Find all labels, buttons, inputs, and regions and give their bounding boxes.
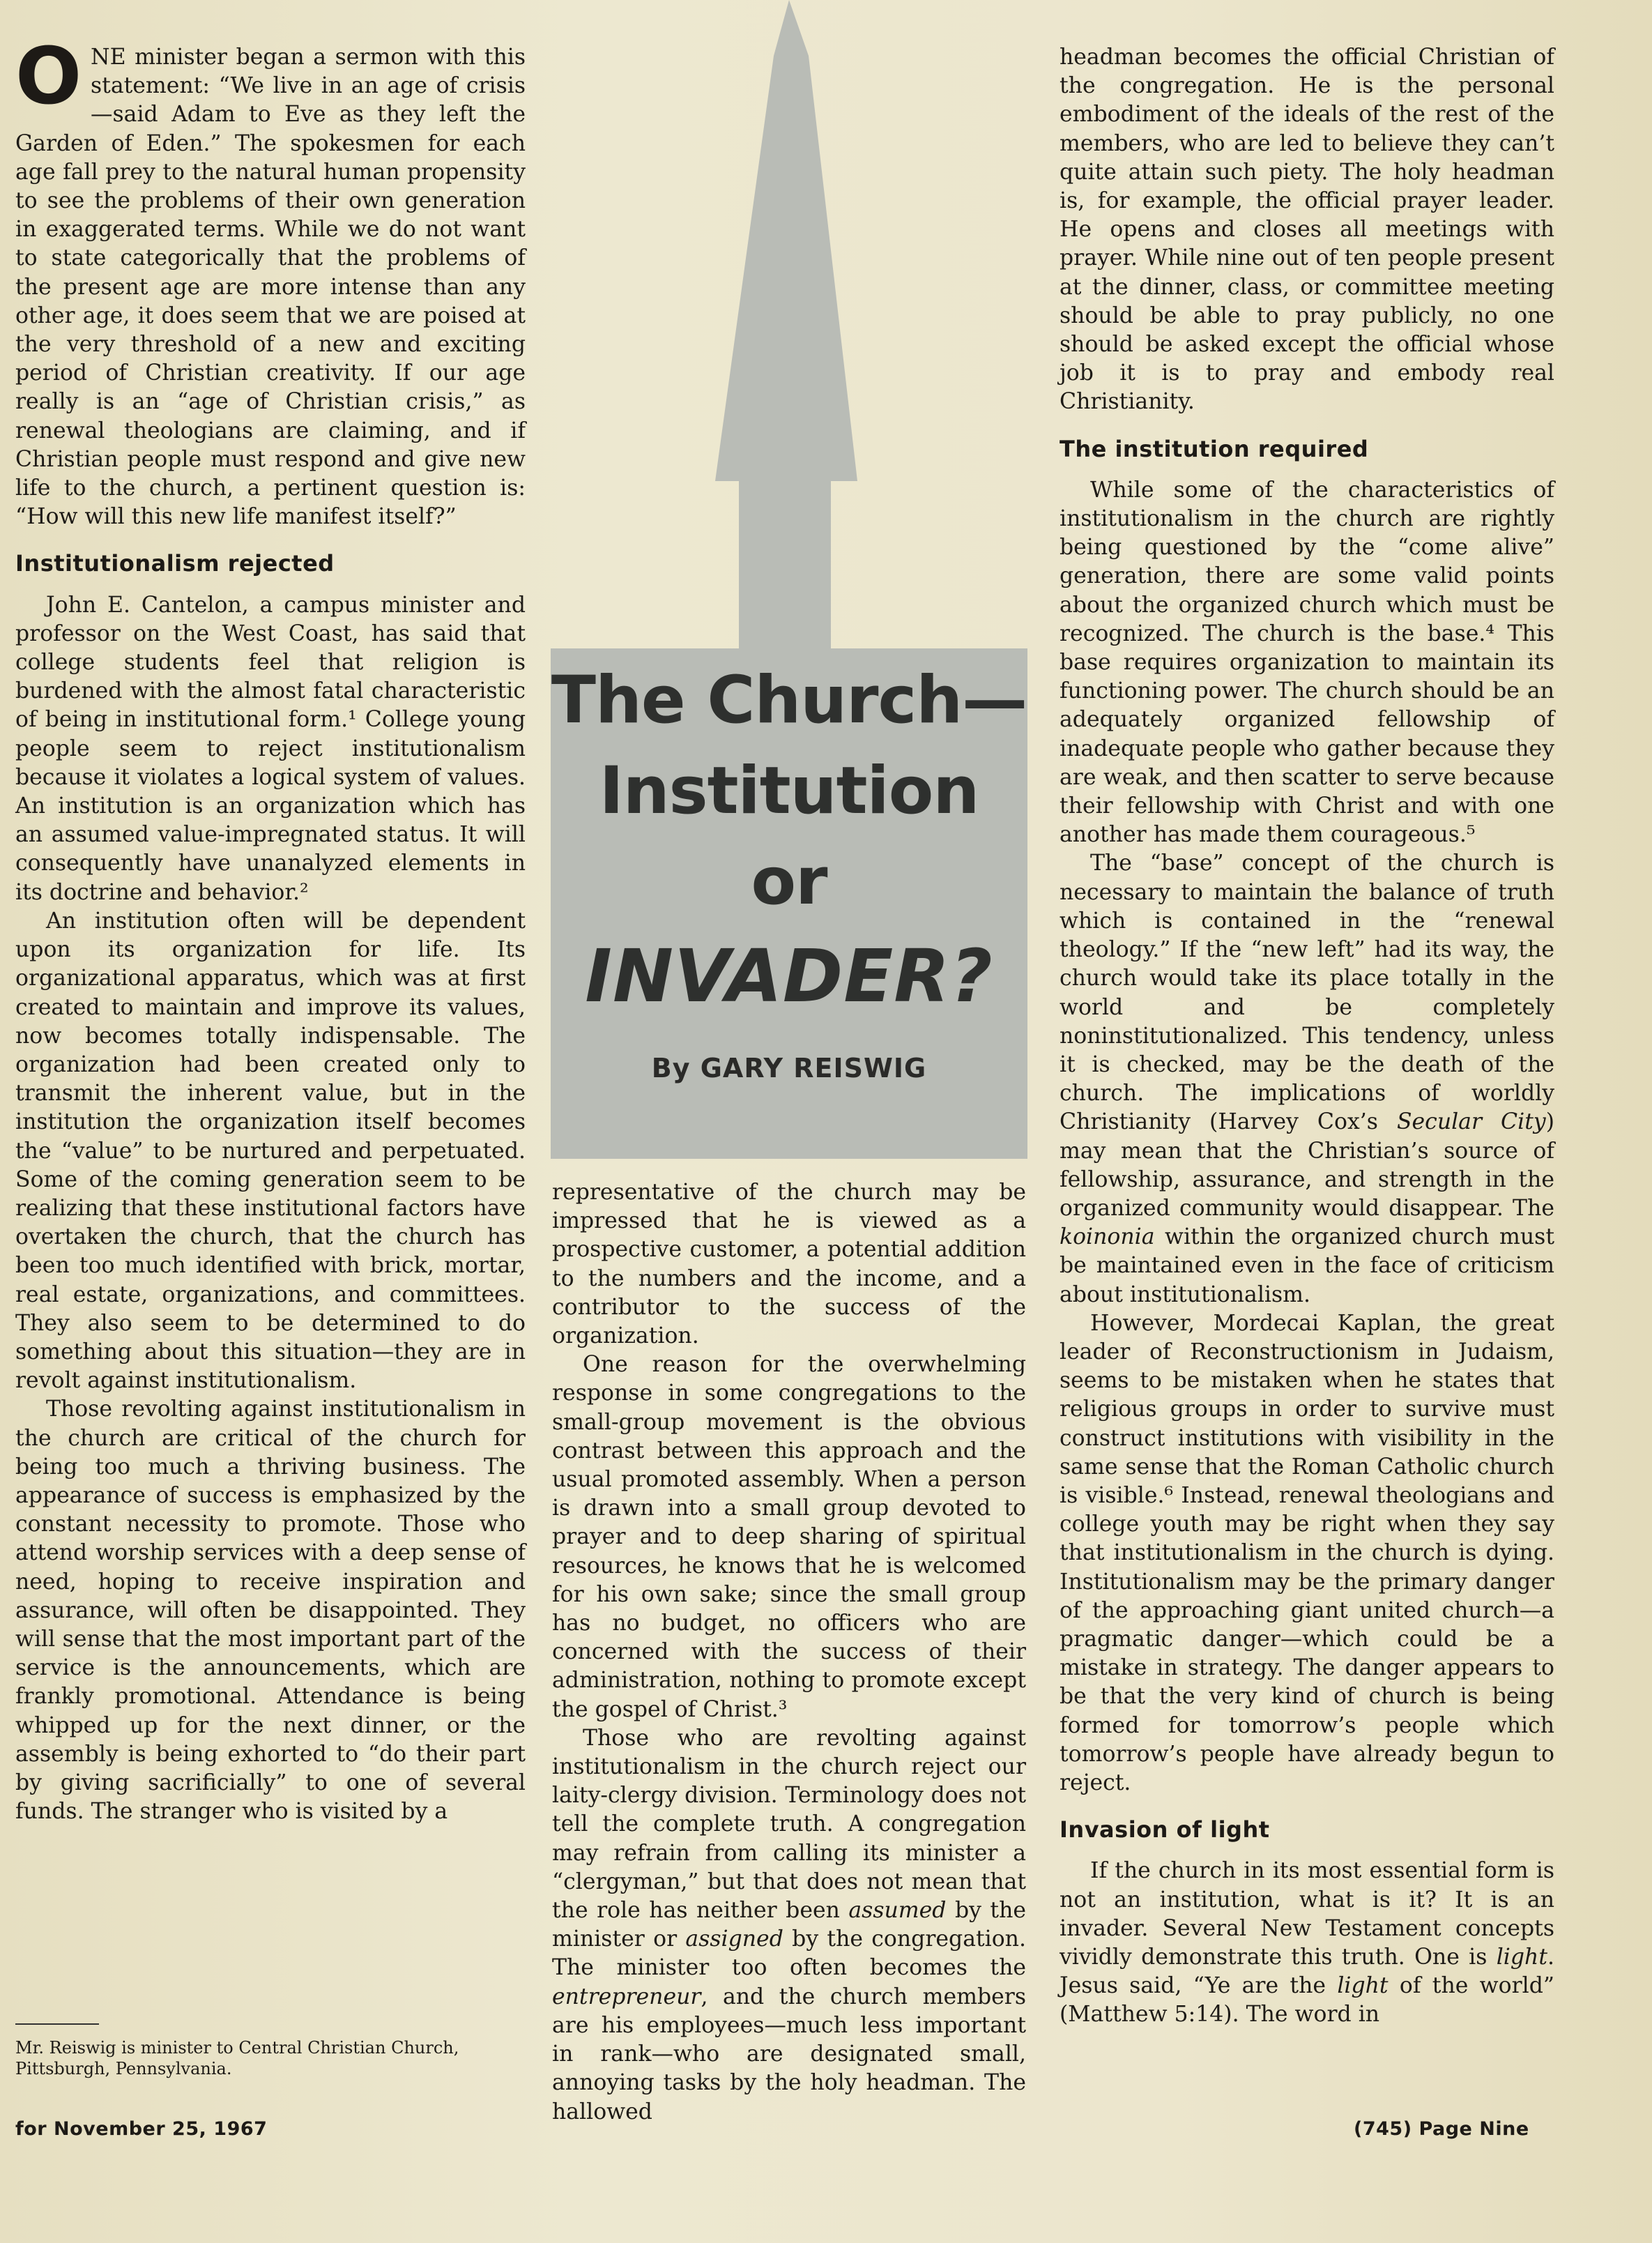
text-run: The “base” concept of the church is necessary to maintain the balance of truth which is contained in the “renewal theology.” If the “new left” had its way, the church would take its place totally in the world and be completely noninstitutionalized. This tendency, unless it is checked, may be the death of the church. The implications of worldly Christianity (Harvey Cox’s — [1060, 851, 1554, 1135]
title-line-1: The Church— — [551, 662, 1027, 738]
article-title — [551, 655, 1027, 1025]
section-heading: The institution required — [1060, 435, 1369, 462]
body-paragraph: While some of the characteristics of institutionalism in the church are rightly being questioned by the “come alive” generation, there are some valid points about the organized church which must be recognized. The church is the base.⁴ This base requires organization to maintain its functioning power. The church should be an adequately organized fellowship of inadequate people who gather because they are weak, and then scatter to serve because their fellowship with Christ and with one another has made them courageous.⁵ — [1060, 477, 1554, 848]
section-heading: Invasion of light — [1060, 1816, 1270, 1843]
text-run: If the church in its most essential form is not an institution, what is it? It is an invader. Several New Testament concepts vividly demonstrate this truth. One is — [1060, 1858, 1554, 1970]
body-paragraph — [1060, 1857, 1554, 2029]
section-heading: Institutionalism rejected — [15, 550, 335, 577]
title-line-4: INVADER? — [585, 934, 993, 1019]
text-run: by the minister or — [552, 1898, 1026, 1952]
byline: By GARY REISWIG — [651, 1053, 927, 1084]
body-paragraph — [1060, 849, 1554, 1309]
text-run: ) may mean that the Christian’s source of fellowship, assurance, and strength in the organized community would disappear. The — [1060, 1109, 1554, 1221]
body-paragraph: Those revolting against institutionalism in the church are critical of the church for being too much a thriving business. The appearance of success is emphasized by the constant necessity to promote. Those who attend worship services with a deep sense of need, hoping to receive inspiration and assurance, will often be disappointed. They will sense that the most important part of the service is the announcements, which are frankly promotional. Attendance is being whipped up for the next dinner, or the assembly is being exhorted to “do their part by giving sacrificially” to one of several funds. The stranger who is visited by a — [15, 1397, 526, 1825]
body-paragraph: An institution often will be dependent upon its organization for life. Its organizational apparatus, which was at first created to maintain and improve its values, now becomes totally indispensable. The organization had been created only to transmit the inherent value, but in the institution the organization itself becomes the “value” to be nurtured and perpetuated. Some of the coming generation seem to be realizing that these institutional factors have overtaken the church, that the church has been too much identified with brick, mortar, real estate, organizations, and committees. They also seem to be determined to do something about this situation—they are in revolt against institutionalism. — [15, 908, 526, 1394]
emphasis: assigned — [685, 1926, 783, 1952]
body-paragraph — [552, 1724, 1026, 2127]
column-left — [15, 31, 526, 1826]
title-line-2: Institution — [599, 753, 979, 829]
body-paragraph: representative of the church may be impressed that he is viewed as a prospective customer, a potential addition to the numbers and the income, and a contributor to the success of the organization. — [552, 1180, 1026, 1349]
emphasis: Secular City — [1396, 1109, 1546, 1135]
emphasis: light — [1496, 1945, 1547, 1970]
body-paragraph: headman becomes the official Christian of the congregation. He is the personal embodiment of the ideals of the rest of the members, who are led to believe they can’t quite attain such piety. The holy headman is, for example, the official prayer leader. He opens and closes all meetings with prayer. While nine out of ten people present at the dinner, class, or committee meeting should be able to pray publicly, no one should be asked except the official whose job it is to pray and embody real Christianity. — [1060, 45, 1554, 415]
text-run: Those who are revolting against institutionalism in the church reject our laity-clergy division. Terminology does not tell the complete truth. A congregation may refrain from calling its minister a “clergyman,” but that does not mean that the role has neither been — [552, 1725, 1026, 1924]
title-line-3: or — [751, 844, 827, 920]
emphasis: koinonia — [1060, 1224, 1155, 1250]
text-run: of the world” (Matthew 5:14). The word in — [1060, 1973, 1554, 2028]
emphasis: assumed — [848, 1898, 947, 1924]
footnote-rule — [15, 2023, 99, 2025]
text-run: within the organized church must be maintained even in the face of criticism about institutionalism. — [1060, 1224, 1554, 1307]
text-run: . Jesus said, “Ye are the — [1060, 1945, 1554, 1999]
author-footnote: Mr. Reiswig is minister to Central Christian Church, Pittsburgh, Pennsylvania. — [15, 2038, 459, 2078]
body-paragraph: One reason for the overwhelming response in some congregations to the small-group movement is the obvious contrast between this approach and the usual promoted assembly. When a person is drawn into a small group devoted to prayer and to deep sharing of spiritual resources, he knows that he is welcomed for his own sake; since the small group has no budget, no officers who are concerned with the success of their administration, nothing to promote except the gospel of Christ.³ — [552, 1352, 1026, 1722]
footer-date: for November 25, 1967 — [15, 2118, 268, 2140]
column-right — [1060, 43, 1554, 2030]
text-run: , and the church members are his employees—much less important in rank—who are designated small, annoying tasks by the holy headman. The hallowed — [552, 1984, 1026, 2124]
footer-page-number: (745) Page Nine — [1354, 2118, 1529, 2140]
body-paragraph: However, Mordecai Kaplan, the great leader of Reconstructionism in Judaism, seems to be mistaken when he states that religious groups in order to survive must construct institutions with visibility in the same sense that the Roman Catholic church is visible.⁶ Instead, renewal theologians and college youth may be right when they say that institutionalism in the church is dying. Institutionalism may be the primary danger of the approaching giant united church—a pragmatic danger—which could be a mistake in strategy. The danger appears to be that the very kind of church is being formed for tomorrow’s people which tomorrow’s people have already begun to reject. — [1060, 1310, 1554, 1795]
intro-paragraph — [15, 31, 526, 531]
emphasis: light — [1337, 1973, 1389, 1999]
body-paragraph: John E. Cantelon, a campus minister and professor on the West Coast, has said that college students feel that religion is burdened with the almost fatal characteristic of being in institutional form.¹ College young people seem to reject institutionalism because it violates a logical system of values. An institution is an organization which has an assumed value-impregnated status. It will consequently have unanalyzed elements in its doctrine and behavior.² — [15, 592, 526, 905]
text-run: by the congregation. The minister too often becomes the — [552, 1926, 1026, 1981]
emphasis: entrepreneur — [552, 1984, 701, 2009]
intro-text: NE minister began a sermon with this statement: “We live in an age of crisis—said Adam to Eve as they left the Garden of Eden.” The spokesmen for each age fall prey to the natural human propensity to see the problems of their own generation in exaggerated terms. While we do not want to state categorically that the problems of the present age are more intense than any other age, it does seem that we are poised at the very threshold of a new and exciting period of Christian creativity. If our age really is an “age of Christian crisis,” as renewal theologians are claiming, and if Christian people must respond and give new life to the church, a pertinent question is: “How will this new life manifest itself?” — [15, 45, 526, 530]
drop-cap: O — [15, 31, 82, 122]
column-middle — [552, 1178, 1026, 2127]
